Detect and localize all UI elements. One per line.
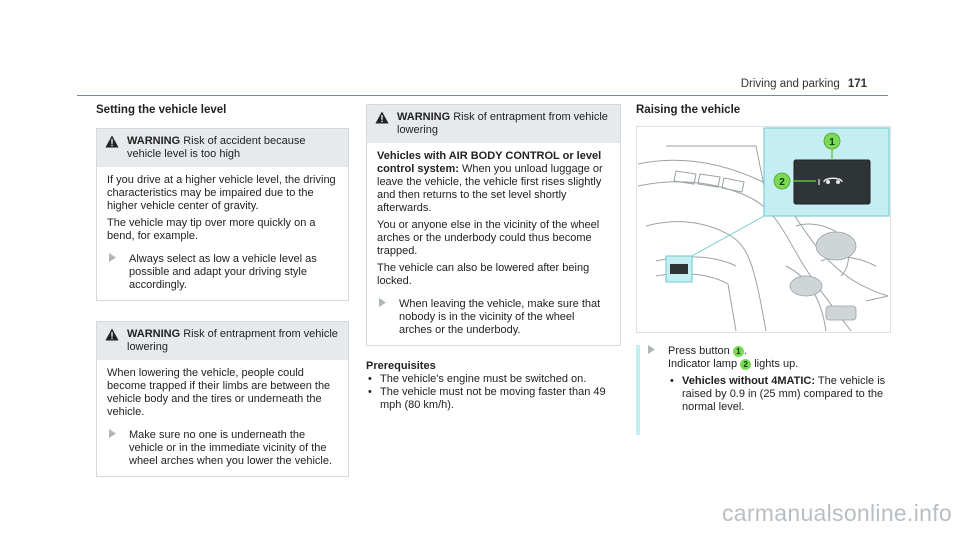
warning-header: [367, 105, 620, 143]
prerequisite-text: The vehicle must not be moving faster than 49 mph (80 km/h).: [380, 386, 606, 411]
column-middle: [366, 104, 621, 412]
result-subheading: Vehicles without 4MATIC:: [682, 375, 816, 387]
warning-label: WARNING: [127, 135, 181, 147]
step-text: [668, 345, 798, 371]
watermark: carmanualsonline.info: [721, 500, 952, 526]
bullet-icon: •: [368, 373, 372, 385]
warning-text-span: When you unload luggage or leave the vehicle, the vehicle first rises slightly and then returns to the set level shortly afterwards.: [377, 163, 603, 214]
warning-label: WARNING: [127, 328, 181, 340]
prerequisite-item: [366, 373, 621, 386]
warning-box: [366, 104, 621, 346]
warning-subheading: Vehicles with AIR BODY CONTROL or level control system:: [377, 150, 602, 175]
action-step: [636, 345, 891, 435]
warning-body: [367, 143, 620, 345]
warning-body: [97, 360, 348, 476]
bullet-icon: •: [368, 386, 372, 398]
prerequisite-text: The vehicle's engine must be switched on.: [380, 373, 587, 385]
warning-header: [97, 322, 348, 360]
callout-badge-1: 1: [733, 346, 744, 357]
highlight-bar: [636, 345, 640, 435]
instruction-step: [377, 298, 610, 337]
step-arrow-icon: [379, 298, 391, 337]
header-divider: [77, 95, 888, 96]
warning-body: [97, 167, 348, 300]
instruction-step: [646, 345, 891, 371]
warning-triangle-icon: [375, 111, 389, 124]
center-console-illustration: [636, 126, 891, 333]
warning-text: The vehicle may tip over more quickly on a bend, for example.: [107, 217, 316, 242]
result-text: [682, 375, 891, 414]
instruction-step: [107, 253, 338, 292]
instruction-step: [107, 429, 338, 468]
action-text: Indicator lamp: [668, 358, 738, 370]
column-left: [96, 104, 349, 491]
section-name: Driving and parking: [740, 78, 840, 90]
step-text: Make sure no one is underneath the vehicle or in the immediate vicinity of the wheel arches when you lower the vehicle.: [129, 429, 333, 467]
page-header: [0, 0, 960, 96]
warning-header: [97, 129, 348, 167]
action-text: Press button: [668, 345, 730, 357]
warning-text: When lowering the vehicle, people could become trapped if their limbs are between the vehicle body and the tires or underneath the vehicle.: [107, 367, 331, 418]
step-arrow-icon: [109, 253, 121, 292]
step-text: When leaving the vehicle, make sure that nobody is in the vicinity of the wheel arches or the underbody.: [399, 298, 601, 336]
warning-text: The vehicle can also be lowered after being locked.: [377, 262, 590, 287]
result-item: [668, 375, 891, 414]
section-title: Setting the vehicle level: [96, 104, 227, 116]
figure-callout-1: 1: [829, 137, 835, 148]
running-header: [741, 78, 867, 90]
step-arrow-icon: [109, 429, 121, 468]
step-text: Always select as low a vehicle level as possible and adapt your driving style accordingly.: [129, 253, 317, 291]
warning-headline: Risk of entrapment from vehicle lowering: [127, 328, 338, 353]
warning-box: [96, 321, 349, 477]
page-number: 171: [847, 78, 867, 90]
figure-callout-2: 2: [779, 177, 785, 188]
column-right: [636, 104, 891, 128]
action-text: lights up.: [754, 358, 799, 370]
warning-text: If you drive at a higher vehicle level, the driving characteristics may be impaired due to the higher vehicle center of gravity.: [107, 174, 336, 212]
action-content: [646, 345, 891, 435]
section-title: Raising the vehicle: [636, 104, 741, 116]
warning-box: [96, 128, 349, 301]
warning-triangle-icon: [105, 135, 119, 148]
result-text-span: The vehicle is raised by 0.9 in (25 mm) compared to the normal level.: [682, 375, 886, 413]
warning-headline: Risk of accident because vehicle level is too high: [127, 135, 306, 160]
bullet-icon: •: [670, 375, 674, 387]
warning-text: [377, 150, 610, 215]
prerequisite-item: [366, 386, 621, 412]
action-text: .: [743, 345, 747, 357]
step-arrow-icon: [648, 345, 660, 371]
warning-text: You or anyone else in the vicinity of the wheel arches or the underbody could thus become trapped.: [377, 219, 600, 257]
warning-headline: Risk of entrapment from vehicle lowering: [397, 111, 608, 136]
warning-triangle-icon: [105, 328, 119, 341]
callout-badge-2: 2: [740, 359, 751, 370]
prerequisites-title: Prerequisites: [366, 360, 436, 372]
warning-label: WARNING: [397, 111, 451, 123]
